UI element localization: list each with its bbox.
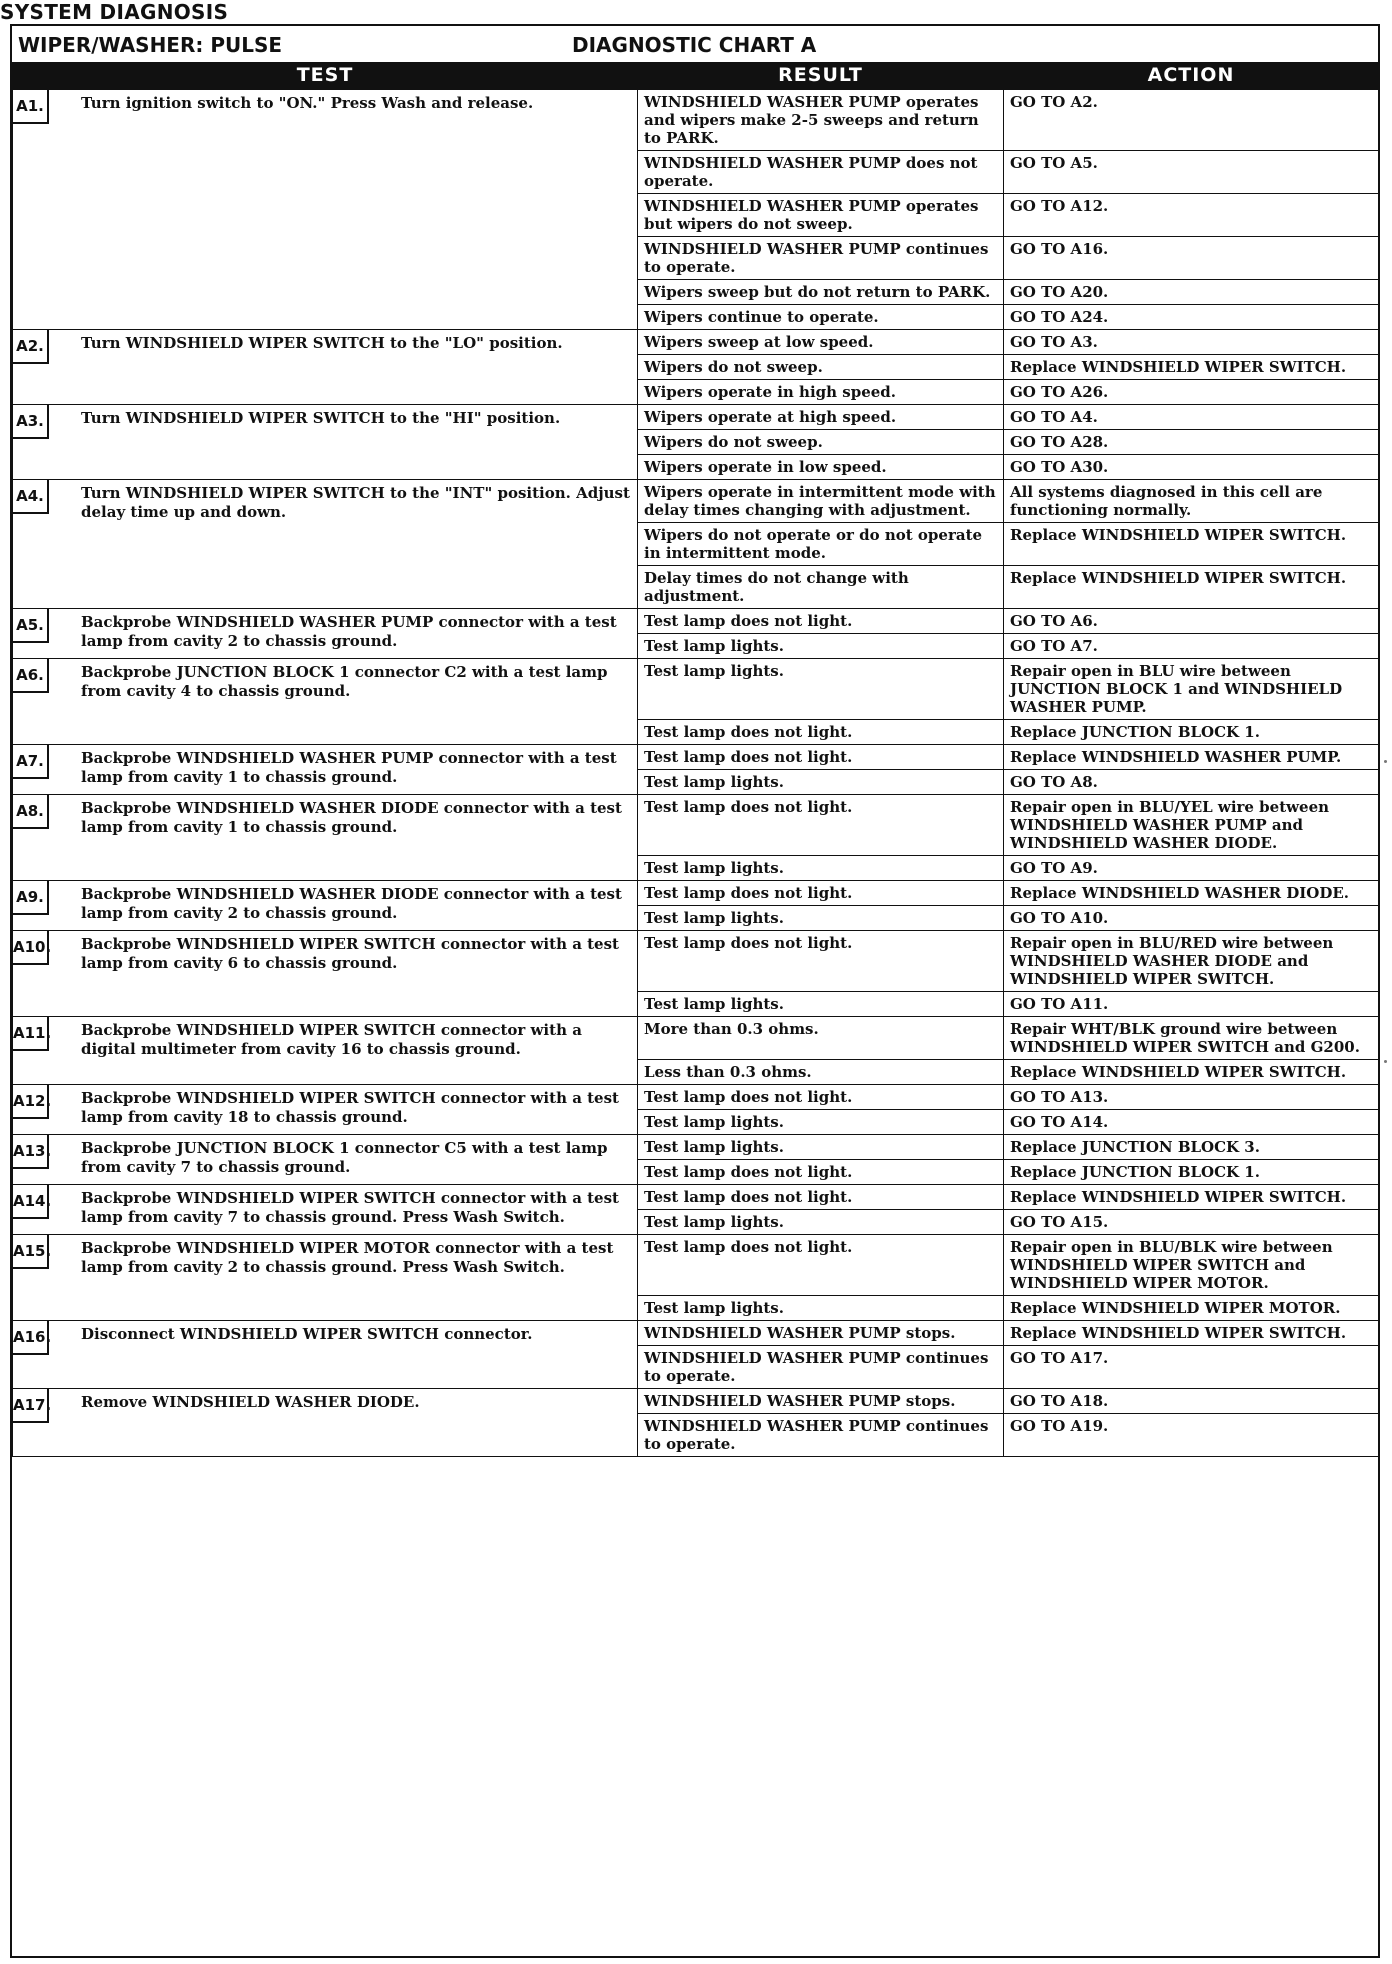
result-cell: Test lamp does not light. xyxy=(638,881,1004,906)
action-cell: Replace WINDSHIELD WIPER MOTOR. xyxy=(1004,1296,1379,1321)
column-header-action: ACTION xyxy=(1004,63,1379,90)
table-row xyxy=(13,795,1379,856)
action-cell: Repair open in BLU/BLK wire between WINDSHIELD WIPER SWITCH and WINDSHIELD WIPER MOTOR. xyxy=(1004,1235,1379,1296)
test-cell xyxy=(13,795,638,881)
result-cell: Wipers do not sweep. xyxy=(638,430,1004,455)
action-cell: Replace WINDSHIELD WIPER SWITCH. xyxy=(1004,1185,1379,1210)
result-cell: WINDSHIELD WASHER PUMP stops. xyxy=(638,1321,1004,1346)
action-cell: Replace WINDSHIELD WIPER SWITCH. xyxy=(1004,1321,1379,1346)
table-row xyxy=(13,745,1379,770)
table-row xyxy=(13,881,1379,906)
test-cell xyxy=(13,931,638,1017)
result-cell: WINDSHIELD WASHER PUMP does not operate. xyxy=(638,151,1004,194)
result-cell: More than 0.3 ohms. xyxy=(638,1017,1004,1060)
result-cell: Test lamp does not light. xyxy=(638,720,1004,745)
test-cell xyxy=(13,90,638,330)
action-cell: Replace WINDSHIELD WIPER SWITCH. xyxy=(1004,523,1379,566)
result-cell: Test lamp does not light. xyxy=(638,1185,1004,1210)
result-cell: Test lamp does not light. xyxy=(638,1235,1004,1296)
action-cell: GO TO A17. xyxy=(1004,1346,1379,1389)
result-cell: Test lamp lights. xyxy=(638,634,1004,659)
action-cell: Repair open in BLU/RED wire between WINDSHIELD WASHER DIODE and WINDSHIELD WIPER SWITCH. xyxy=(1004,931,1379,992)
step-id: A12. xyxy=(13,1085,49,1119)
step-id: A9. xyxy=(13,881,49,915)
action-cell: GO TO A6. xyxy=(1004,609,1379,634)
action-cell: GO TO A28. xyxy=(1004,430,1379,455)
result-cell: Test lamp lights. xyxy=(638,1210,1004,1235)
chart-name: DIAGNOSTIC CHART A xyxy=(572,33,817,57)
result-cell: Test lamp does not light. xyxy=(638,931,1004,992)
table-row xyxy=(13,1321,1379,1346)
action-cell: GO TO A12. xyxy=(1004,194,1379,237)
step-id: A17. xyxy=(13,1389,49,1423)
action-cell: GO TO A3. xyxy=(1004,330,1379,355)
test-cell xyxy=(13,1321,638,1389)
test-instruction: Backprobe WINDSHIELD WASHER DIODE connector with a test lamp from cavity 2 to chassis ground. xyxy=(81,885,622,922)
test-instruction: Turn WINDSHIELD WIPER SWITCH to the "HI" position. xyxy=(81,409,561,427)
action-cell: GO TO A18. xyxy=(1004,1389,1379,1414)
action-cell: GO TO A13. xyxy=(1004,1085,1379,1110)
test-instruction: Backprobe WINDSHIELD WASHER PUMP connector with a test lamp from cavity 2 to chassis ground. xyxy=(81,613,617,650)
table-row xyxy=(13,1085,1379,1110)
action-cell: GO TO A11. xyxy=(1004,992,1379,1017)
diagnostic-table xyxy=(12,62,1379,1457)
action-cell: Replace WINDSHIELD WASHER DIODE. xyxy=(1004,881,1379,906)
result-cell: WINDSHIELD WASHER PUMP operates but wipers do not sweep. xyxy=(638,194,1004,237)
step-id: A2. xyxy=(13,330,49,364)
result-cell: Test lamp lights. xyxy=(638,1110,1004,1135)
step-id: A16. xyxy=(13,1321,49,1355)
result-cell: Wipers sweep at low speed. xyxy=(638,330,1004,355)
test-cell xyxy=(13,659,638,745)
action-cell: Replace WINDSHIELD WASHER PUMP. xyxy=(1004,745,1379,770)
result-cell: Test lamp lights. xyxy=(638,906,1004,931)
result-cell: Wipers do not operate or do not operate in intermittent mode. xyxy=(638,523,1004,566)
step-id: A5. xyxy=(13,609,49,643)
result-cell: Test lamp lights. xyxy=(638,1135,1004,1160)
result-cell: Wipers operate in high speed. xyxy=(638,380,1004,405)
test-cell xyxy=(13,1017,638,1085)
step-id: A14. xyxy=(13,1185,49,1219)
table-row xyxy=(13,1017,1379,1060)
action-cell: Replace WINDSHIELD WIPER SWITCH. xyxy=(1004,1060,1379,1085)
test-cell xyxy=(13,1185,638,1235)
result-cell: WINDSHIELD WASHER PUMP continues to operate. xyxy=(638,1346,1004,1389)
result-cell: Wipers operate in low speed. xyxy=(638,455,1004,480)
column-header-test: TEST xyxy=(13,63,638,90)
result-cell: Test lamp lights. xyxy=(638,659,1004,720)
test-cell xyxy=(13,1389,638,1457)
scan-mark xyxy=(1384,1060,1387,1063)
action-cell: GO TO A7. xyxy=(1004,634,1379,659)
table-row xyxy=(13,480,1379,523)
page-title: SYSTEM DIAGNOSIS xyxy=(0,0,229,24)
result-cell: Test lamp lights. xyxy=(638,1296,1004,1321)
result-cell: Test lamp lights. xyxy=(638,770,1004,795)
action-cell: GO TO A5. xyxy=(1004,151,1379,194)
test-instruction: Turn WINDSHIELD WIPER SWITCH to the "LO" position. xyxy=(81,334,563,352)
action-cell: Replace JUNCTION BLOCK 1. xyxy=(1004,720,1379,745)
test-cell xyxy=(13,480,638,609)
test-instruction: Backprobe JUNCTION BLOCK 1 connector C5 with a test lamp from cavity 7 to chassis ground. xyxy=(81,1139,608,1176)
step-id: A4. xyxy=(13,480,49,514)
action-cell: GO TO A30. xyxy=(1004,455,1379,480)
system-name: WIPER/WASHER: PULSE xyxy=(18,33,283,57)
header-row xyxy=(13,63,1379,90)
test-instruction: Disconnect WINDSHIELD WIPER SWITCH connector. xyxy=(81,1325,533,1343)
table-row xyxy=(13,90,1379,151)
result-cell: Test lamp lights. xyxy=(638,992,1004,1017)
action-cell: Repair open in BLU wire between JUNCTION BLOCK 1 and WINDSHIELD WASHER PUMP. xyxy=(1004,659,1379,720)
table-row xyxy=(13,609,1379,634)
table-row xyxy=(13,931,1379,992)
action-cell: GO TO A10. xyxy=(1004,906,1379,931)
result-cell: Test lamp does not light. xyxy=(638,609,1004,634)
test-instruction: Backprobe WINDSHIELD WASHER DIODE connector with a test lamp from cavity 1 to chassis ground. xyxy=(81,799,622,836)
result-cell: Wipers operate in intermittent mode with delay times changing with adjustment. xyxy=(638,480,1004,523)
test-cell xyxy=(13,1085,638,1135)
test-instruction: Backprobe WINDSHIELD WIPER SWITCH connector with a digital multimeter from cavity 16 to chassis ground. xyxy=(81,1021,582,1058)
test-instruction: Turn ignition switch to "ON." Press Wash and release. xyxy=(81,94,534,112)
action-cell: GO TO A19. xyxy=(1004,1414,1379,1457)
result-cell: Test lamp does not light. xyxy=(638,745,1004,770)
result-cell: WINDSHIELD WASHER PUMP operates and wipers make 2-5 sweeps and return to PARK. xyxy=(638,90,1004,151)
action-cell: GO TO A16. xyxy=(1004,237,1379,280)
test-cell xyxy=(13,609,638,659)
test-cell xyxy=(13,1135,638,1185)
action-cell: Replace JUNCTION BLOCK 3. xyxy=(1004,1135,1379,1160)
diagnostic-steps xyxy=(13,90,1379,1457)
step-id: A1. xyxy=(13,90,49,124)
table-row xyxy=(13,330,1379,355)
action-cell: Repair open in BLU/YEL wire between WINDSHIELD WASHER PUMP and WINDSHIELD WASHER DIODE. xyxy=(1004,795,1379,856)
diagnostic-chart xyxy=(10,24,1380,1958)
table-row xyxy=(13,1235,1379,1296)
action-cell: GO TO A8. xyxy=(1004,770,1379,795)
table-row xyxy=(13,405,1379,430)
result-cell: Delay times do not change with adjustment. xyxy=(638,566,1004,609)
test-cell xyxy=(13,405,638,480)
test-instruction: Backprobe WINDSHIELD WIPER SWITCH connector with a test lamp from cavity 7 to chassis ground. Press Wash Switch. xyxy=(81,1189,619,1226)
result-cell: Wipers do not sweep. xyxy=(638,355,1004,380)
test-instruction: Turn WINDSHIELD WIPER SWITCH to the "INT" position. Adjust delay time up and down. xyxy=(81,484,630,521)
action-cell: GO TO A14. xyxy=(1004,1110,1379,1135)
result-cell: WINDSHIELD WASHER PUMP stops. xyxy=(638,1389,1004,1414)
result-cell: Wipers operate at high speed. xyxy=(638,405,1004,430)
action-cell: GO TO A20. xyxy=(1004,280,1379,305)
step-id: A7. xyxy=(13,745,49,779)
step-id: A8. xyxy=(13,795,49,829)
action-cell: GO TO A9. xyxy=(1004,856,1379,881)
action-cell: GO TO A2. xyxy=(1004,90,1379,151)
test-cell xyxy=(13,745,638,795)
chart-header xyxy=(12,26,1378,64)
action-cell: Replace WINDSHIELD WIPER SWITCH. xyxy=(1004,355,1379,380)
action-cell: Replace WINDSHIELD WIPER SWITCH. xyxy=(1004,566,1379,609)
step-id: A15. xyxy=(13,1235,49,1269)
test-instruction: Backprobe JUNCTION BLOCK 1 connector C2 with a test lamp from cavity 4 to chassis ground. xyxy=(81,663,608,700)
result-cell: Test lamp does not light. xyxy=(638,1085,1004,1110)
test-instruction: Backprobe WINDSHIELD WIPER SWITCH connector with a test lamp from cavity 18 to chassis ground. xyxy=(81,1089,619,1126)
table-row xyxy=(13,1135,1379,1160)
test-cell xyxy=(13,881,638,931)
action-cell: All systems diagnosed in this cell are functioning normally. xyxy=(1004,480,1379,523)
column-header-result: RESULT xyxy=(638,63,1004,90)
test-cell xyxy=(13,330,638,405)
test-instruction: Backprobe WINDSHIELD WIPER MOTOR connector with a test lamp from cavity 2 to chassis ground. Press Wash Switch. xyxy=(81,1239,614,1276)
test-instruction: Backprobe WINDSHIELD WASHER PUMP connector with a test lamp from cavity 1 to chassis ground. xyxy=(81,749,617,786)
result-cell: Wipers sweep but do not return to PARK. xyxy=(638,280,1004,305)
result-cell: Test lamp does not light. xyxy=(638,795,1004,856)
action-cell: GO TO A26. xyxy=(1004,380,1379,405)
result-cell: Wipers continue to operate. xyxy=(638,305,1004,330)
test-instruction: Remove WINDSHIELD WASHER DIODE. xyxy=(81,1393,420,1411)
table-row xyxy=(13,1185,1379,1210)
action-cell: Replace JUNCTION BLOCK 1. xyxy=(1004,1160,1379,1185)
result-cell: Test lamp lights. xyxy=(638,856,1004,881)
test-instruction: Backprobe WINDSHIELD WIPER SWITCH connector with a test lamp from cavity 6 to chassis ground. xyxy=(81,935,619,972)
action-cell: GO TO A4. xyxy=(1004,405,1379,430)
table-row xyxy=(13,1389,1379,1414)
step-id: A10. xyxy=(13,931,49,965)
action-cell: Repair WHT/BLK ground wire between WINDSHIELD WIPER SWITCH and G200. xyxy=(1004,1017,1379,1060)
action-cell: GO TO A24. xyxy=(1004,305,1379,330)
result-cell: Less than 0.3 ohms. xyxy=(638,1060,1004,1085)
result-cell: Test lamp does not light. xyxy=(638,1160,1004,1185)
step-id: A3. xyxy=(13,405,49,439)
step-id: A6. xyxy=(13,659,49,693)
action-cell: GO TO A15. xyxy=(1004,1210,1379,1235)
test-cell xyxy=(13,1235,638,1321)
result-cell: WINDSHIELD WASHER PUMP continues to operate. xyxy=(638,237,1004,280)
step-id: A11. xyxy=(13,1017,49,1051)
step-id: A13. xyxy=(13,1135,49,1169)
result-cell: WINDSHIELD WASHER PUMP continues to operate. xyxy=(638,1414,1004,1457)
scan-mark xyxy=(1384,760,1387,763)
table-row xyxy=(13,659,1379,720)
